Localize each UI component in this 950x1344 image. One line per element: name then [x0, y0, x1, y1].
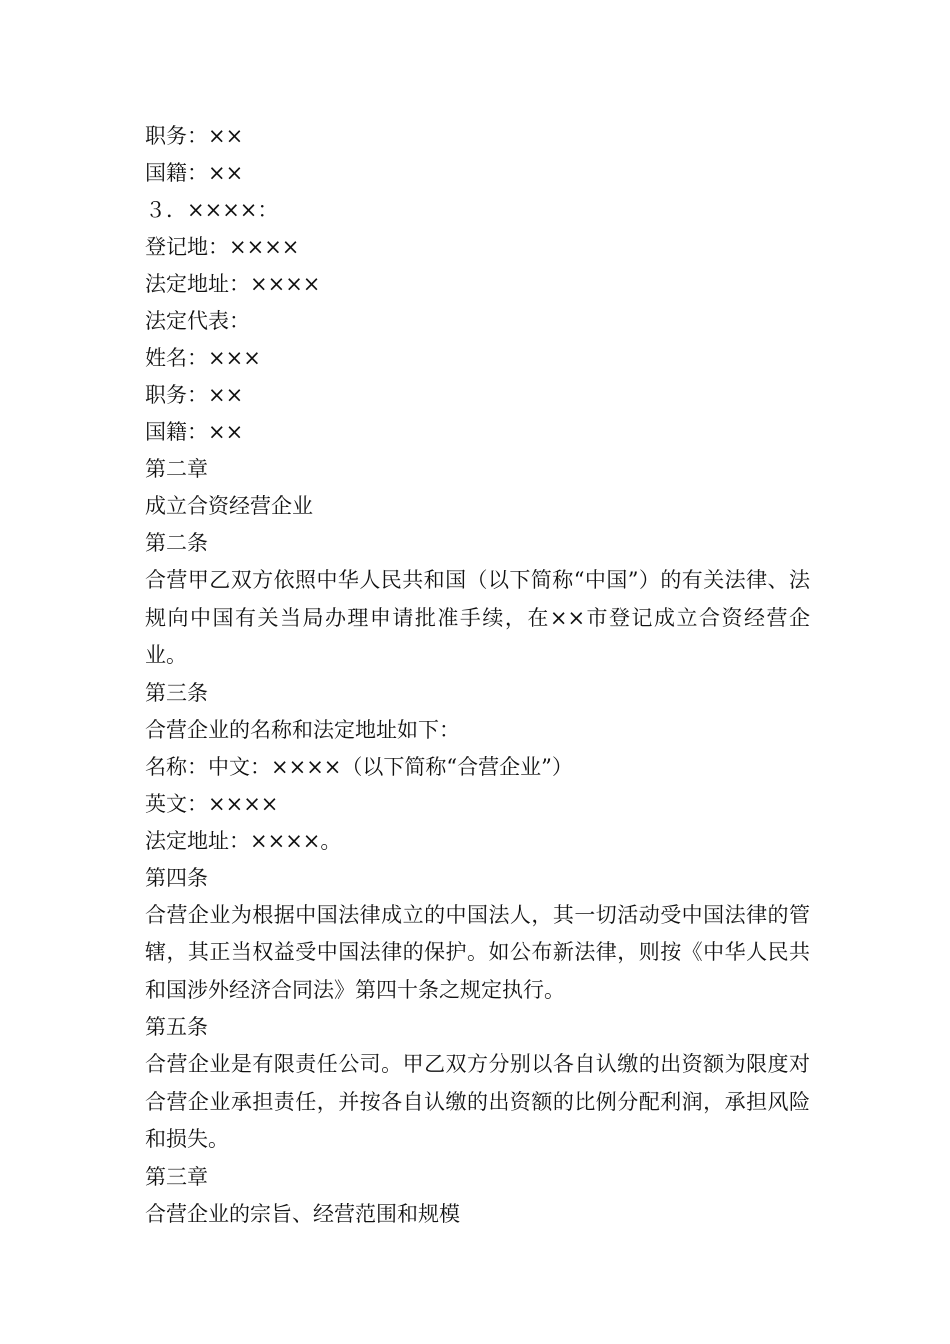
party2-position: 职务：××	[145, 124, 244, 148]
document-body	[145, 118, 810, 1233]
article4-heading: 第四条	[145, 865, 208, 890]
party3-name: 姓名：×××	[145, 346, 261, 370]
article2-heading: 第二条	[145, 531, 208, 555]
party3-registration: 登记地：××××	[145, 235, 300, 259]
party3-legal-rep: 法定代表：	[145, 309, 250, 333]
party3-position: 职务：××	[145, 383, 244, 407]
article2-text: 合营甲乙双方依照中华人民共和国（以下简称“中国”）的有关法律、法规向中国有关当局办理申请批准手续，在××市登记成立合资经营企业。	[145, 568, 810, 667]
party2-nationality: 国籍：××	[145, 161, 244, 185]
party3-legal-address: 法定地址：××××	[145, 272, 321, 296]
chapter3-heading: 第三章	[145, 1164, 208, 1189]
chapter2-title: 成立合资经营企业	[145, 494, 313, 518]
party3-header: ３．××××：	[145, 198, 279, 222]
article5-text: 合营企业是有限责任公司。甲乙双方分别以各自认缴的出资额为限度对合营企业承担责任，并按各自认缴的出资额的比例分配利润，承担风险和损失。	[145, 1052, 810, 1151]
party3-nationality: 国籍：××	[145, 420, 244, 444]
article3-intro: 合营企业的名称和法定地址如下：	[145, 717, 460, 742]
chapter2-heading: 第二章	[145, 457, 208, 481]
chapter3-title: 合营企业的宗旨、经营范围和规模	[145, 1201, 460, 1226]
article5-heading: 第五条	[145, 1015, 208, 1039]
article3-heading: 第三条	[145, 680, 208, 705]
article4-text: 合营企业为根据中国法律成立的中国法人，其一切活动受中国法律的管辖，其正当权益受中国法律的保护。如公布新法律，则按《中华人民共和国涉外经济合同法》第四十条之规定执行。	[145, 902, 810, 1002]
article3-name-en: 英文：××××	[145, 791, 279, 816]
article3-name-cn: 名称：中文：××××（以下简称“合营企业”）	[145, 754, 573, 779]
article3-address: 法定地址：××××。	[145, 828, 342, 853]
